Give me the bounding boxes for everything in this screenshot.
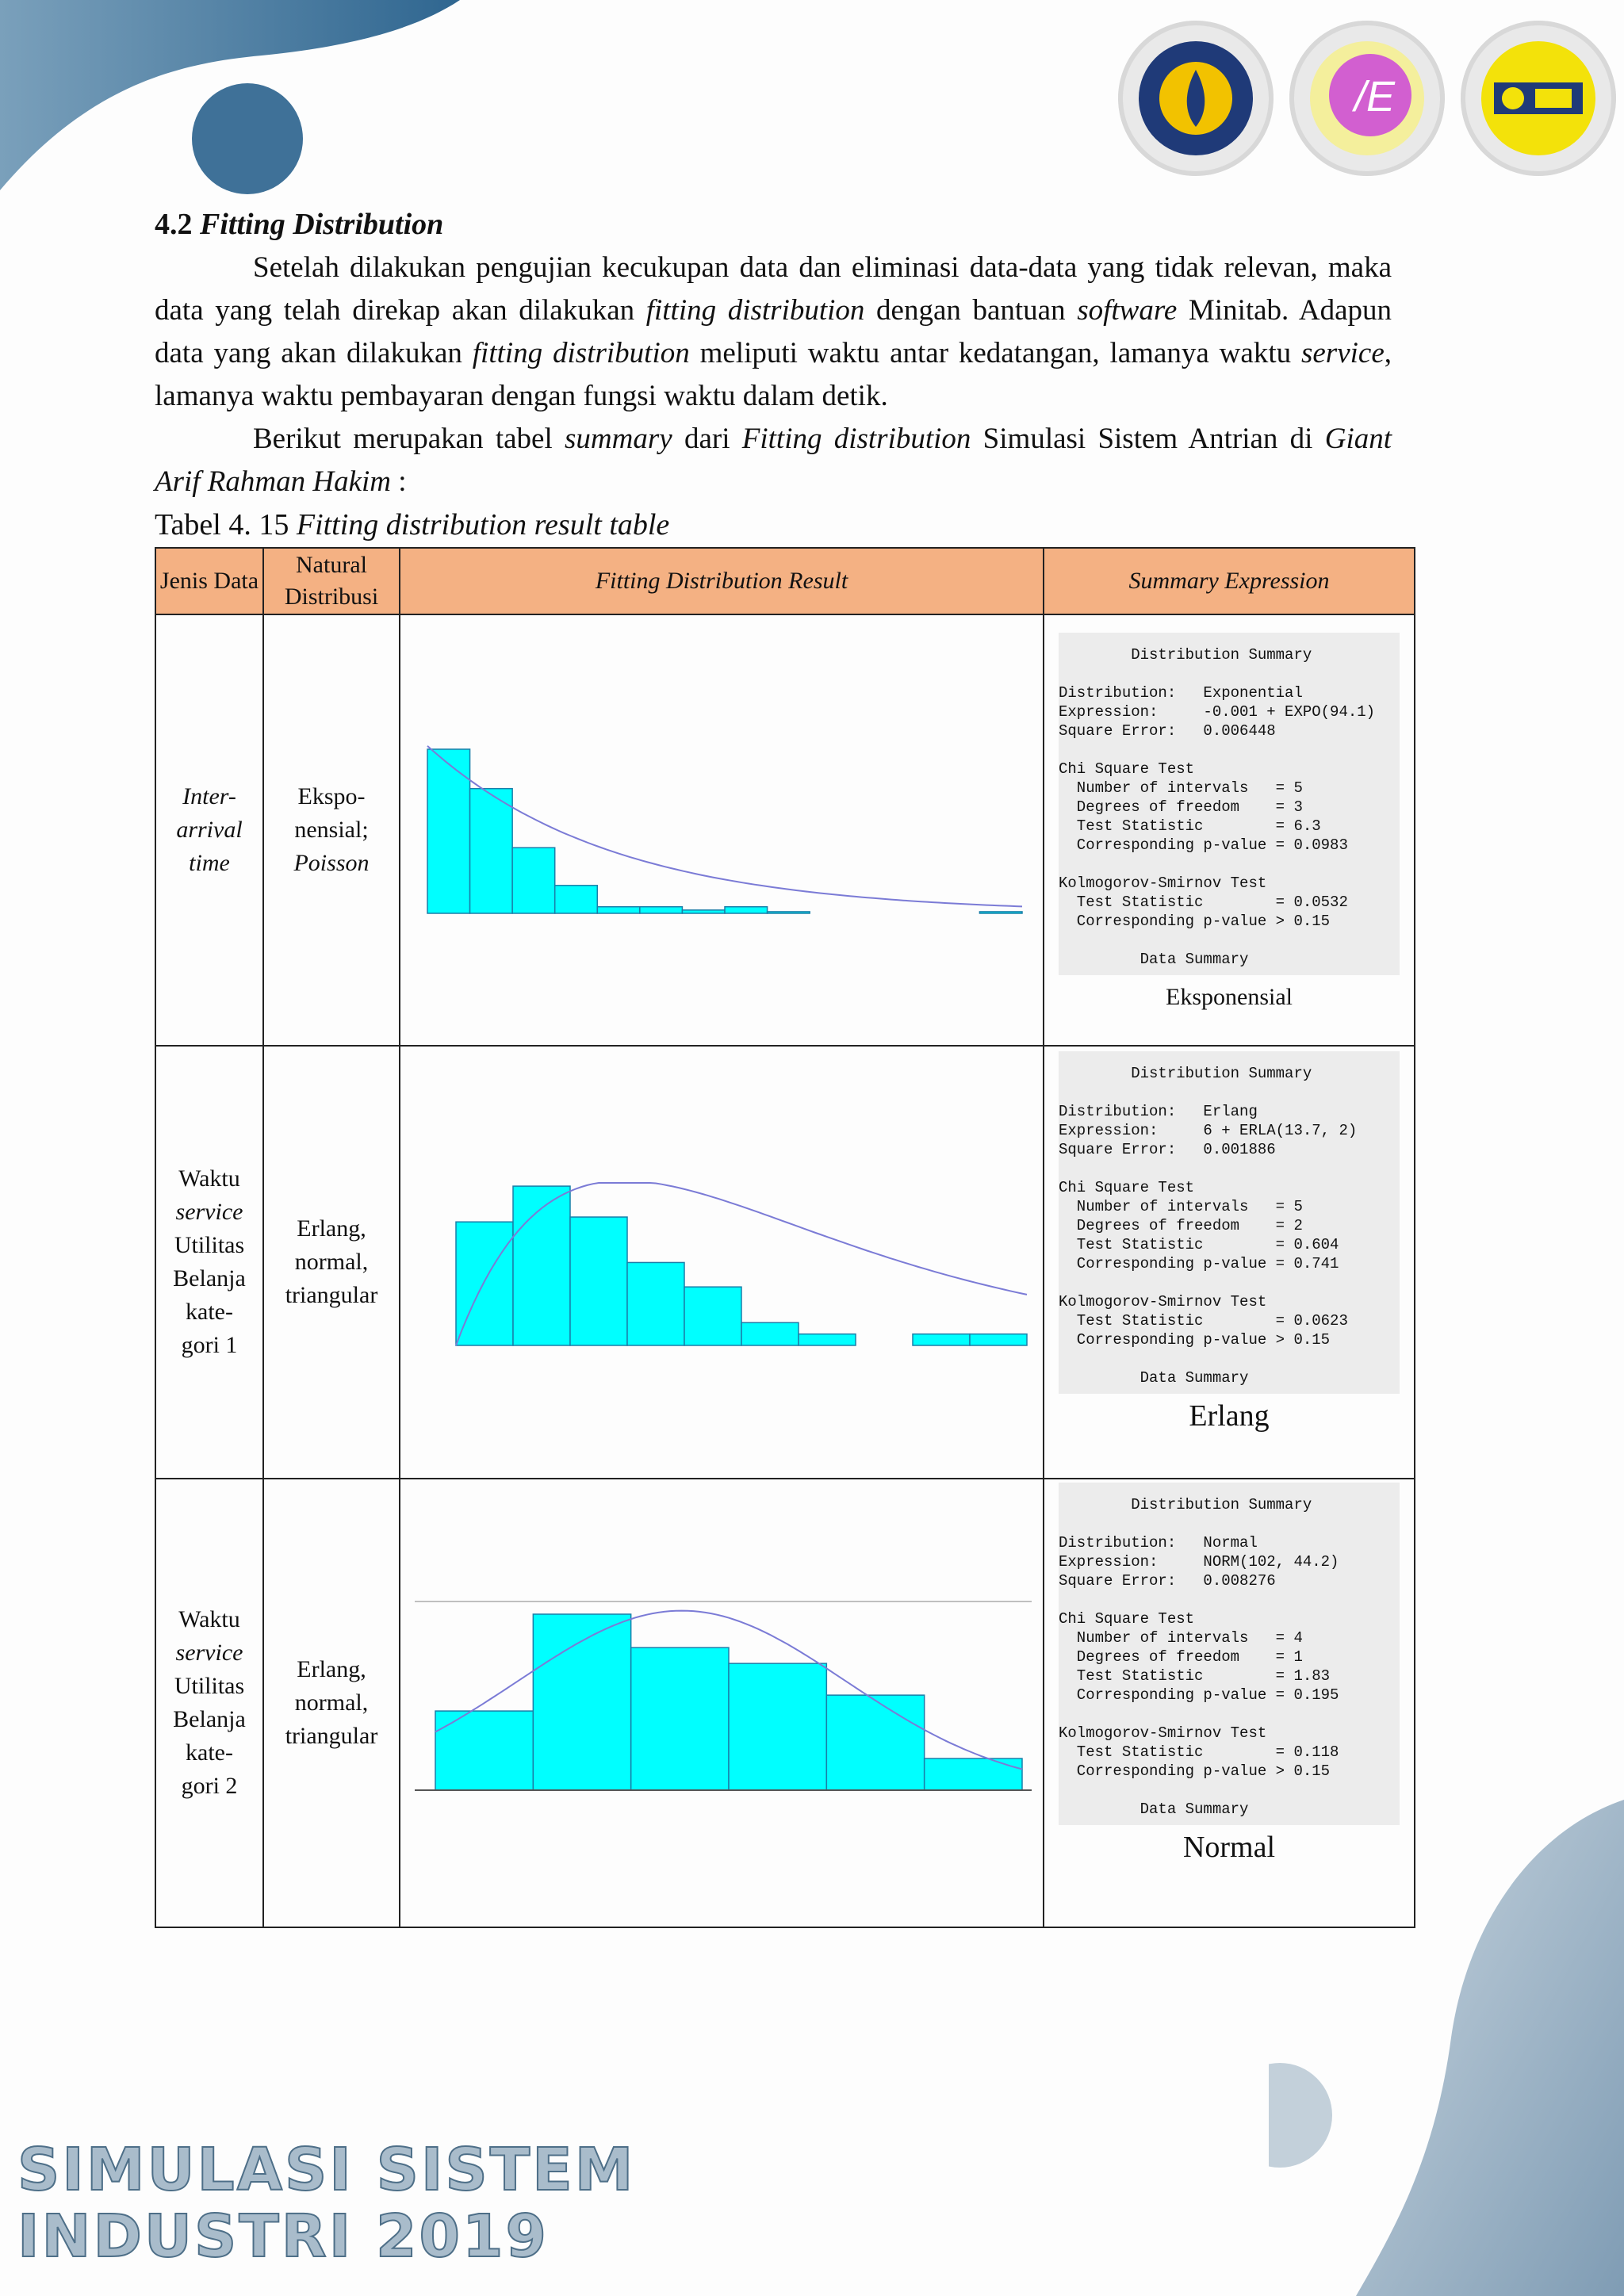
summary-line [1059, 1705, 1400, 1724]
histogram-bar [570, 1217, 627, 1345]
histogram-bar [631, 1647, 729, 1790]
histogram-cell [400, 614, 1044, 1046]
summary-line: Chi Square Test [1059, 1179, 1195, 1196]
inter-arrival-histogram [400, 616, 1044, 1044]
header-natural-distribusi: Natural Distribusi [263, 548, 400, 614]
summary-line: Number of intervals = 5 [1059, 779, 1303, 797]
jenis-data-cell: Waktu service Utilitas Belanja kate- gori 2 [155, 1479, 263, 1927]
summary-cell [1044, 614, 1415, 1046]
table-row [155, 1479, 1415, 1927]
summary-line [1059, 664, 1400, 683]
summary-line: Number of intervals = 4 [1059, 1629, 1303, 1647]
summary-line: Chi Square Test [1059, 1610, 1195, 1628]
histogram-bar [925, 1758, 1022, 1790]
histogram-bar [456, 1222, 513, 1345]
header-fitting-result: Fitting Distribution Result [400, 548, 1044, 614]
ie-logo [1289, 21, 1445, 176]
footer-line-2: INDUSTRI 2019 [17, 2202, 549, 2271]
summary-line: Square Error: 0.006448 [1059, 722, 1276, 740]
summary-line: Chi Square Test [1059, 760, 1195, 778]
histogram-bar [513, 1186, 570, 1345]
distribution-summary-box [1059, 633, 1400, 975]
summary-line: Degrees of freedom = 2 [1059, 1217, 1303, 1234]
distribution-summary-box [1059, 1051, 1400, 1394]
summary-line [1059, 1273, 1400, 1292]
histogram-bar [470, 789, 513, 913]
fitting-distribution-table [155, 547, 1415, 1928]
histogram-bar [913, 1334, 970, 1345]
summary-line: Corresponding p-value > 0.15 [1059, 913, 1331, 930]
its-logo [1118, 21, 1274, 176]
summary-line: Degrees of freedom = 3 [1059, 798, 1303, 816]
summary-line: Number of intervals = 5 [1059, 1198, 1303, 1215]
table-caption: Tabel 4. 15 Fitting distribution result table [155, 508, 670, 541]
summary-line [1059, 1159, 1400, 1178]
histogram-bar [627, 1262, 684, 1345]
summary-line: Square Error: 0.008276 [1059, 1572, 1276, 1590]
result-distribution-name: Normal [1182, 1831, 1276, 1864]
summary-line: Corresponding p-value > 0.15 [1059, 1331, 1331, 1349]
summary-line [1059, 855, 1400, 874]
histogram-bar [729, 1663, 826, 1790]
summary-line: Data Summary [1059, 951, 1249, 968]
paragraph-intro: Setelah dilakukan pengujian kecukupan data dan eliminasi data-data yang tidak relevan, maka data yang telah direkap akan dilakukan fitting distribution dengan bantuan software Minitab. Adapun data yang akan dilakukan fitting distribution meliputi waktu antar kedatangan, lamanya waktu service, lamanya waktu pembayaran dengan fungsi waktu dalam detik. [155, 251, 1392, 412]
summary-line [1059, 1514, 1400, 1533]
histogram-bar [555, 886, 598, 913]
summary-line: Corresponding p-value = 0.741 [1059, 1255, 1339, 1272]
service-kategori-2-histogram [400, 1481, 1044, 1925]
header-summary-expression: Summary Expression [1044, 548, 1415, 614]
histogram-bar [435, 1711, 533, 1790]
natural-distribusi-cell: Erlang, normal, triangular [263, 1046, 400, 1479]
summary-line: Test Statistic = 6.3 [1059, 817, 1321, 835]
summary-line [1059, 1083, 1400, 1102]
summary-line: Corresponding p-value > 0.15 [1059, 1762, 1331, 1780]
footer-title [17, 2137, 635, 2270]
histogram-bar [512, 848, 555, 913]
histogram-bar [682, 910, 725, 913]
document-body [155, 202, 1392, 546]
summary-line: Distribution: Normal [1059, 1534, 1258, 1552]
summary-line: Distribution Summary [1059, 1065, 1312, 1082]
jenis-data-cell: Waktu service Utilitas Belanja kate- gori 1 [155, 1046, 263, 1479]
summary-line: Kolmogorov-Smirnov Test [1059, 874, 1267, 892]
fti-logo [1461, 21, 1616, 176]
natural-distribusi-cell: Ekspo- nensial; Poisson [263, 614, 400, 1046]
summary-line [1059, 931, 1400, 950]
paragraph-table-intro: Berikut merupakan tabel summary dari Fitting distribution Simulasi Sistem Antrian di Giant Arif Rahman Hakim : [155, 423, 1392, 498]
result-distribution-name: Eksponensial [1166, 984, 1293, 1010]
histogram-bar [970, 1334, 1027, 1345]
summary-line: Data Summary [1059, 1800, 1249, 1818]
summary-line: Expression: NORM(102, 44.2) [1059, 1553, 1339, 1571]
summary-line: Test Statistic = 0.0623 [1059, 1312, 1348, 1330]
summary-line [1059, 740, 1400, 760]
top-left-wave-decoration [0, 0, 476, 206]
histogram-bar [799, 1334, 856, 1345]
footer-line-1: SIMULASI SISTEM [17, 2136, 636, 2204]
summary-cell [1044, 1046, 1415, 1479]
table-row [155, 1046, 1415, 1479]
section-heading: 4.2 Fitting Distribution [155, 208, 444, 241]
service-kategori-1-histogram [400, 1048, 1044, 1476]
svg-text:/E: /E [1354, 73, 1396, 121]
summary-line [1059, 1349, 1400, 1368]
summary-line: Test Statistic = 0.0532 [1059, 894, 1348, 911]
distribution-summary-box [1059, 1483, 1400, 1825]
histogram-bar [684, 1287, 741, 1345]
natural-distribusi-cell: Erlang, normal, triangular [263, 1479, 400, 1927]
histogram-bar [741, 1322, 799, 1345]
summary-line: Square Error: 0.001886 [1059, 1141, 1276, 1158]
summary-line: Kolmogorov-Smirnov Test [1059, 1724, 1267, 1742]
summary-line: Corresponding p-value = 0.0983 [1059, 836, 1348, 854]
histogram-bar [427, 749, 470, 913]
summary-line: Corresponding p-value = 0.195 [1059, 1686, 1339, 1704]
summary-line: Kolmogorov-Smirnov Test [1059, 1293, 1267, 1311]
summary-cell [1044, 1479, 1415, 1927]
histogram-bar [597, 907, 640, 913]
histogram-bar [768, 912, 810, 913]
summary-line: Test Statistic = 0.604 [1059, 1236, 1339, 1253]
header-jenis-data: Jenis Data [155, 548, 263, 614]
result-distribution-name: Erlang [1189, 1399, 1270, 1433]
summary-line: Expression: -0.001 + EXPO(94.1) [1059, 703, 1376, 721]
summary-line [1059, 1781, 1400, 1800]
summary-line: Distribution Summary [1059, 1496, 1312, 1513]
histogram-bar [979, 912, 1022, 913]
summary-line: Distribution: Exponential [1059, 684, 1303, 702]
summary-line: Data Summary [1059, 1369, 1249, 1387]
table-row [155, 614, 1415, 1046]
summary-line: Distribution: Erlang [1059, 1103, 1258, 1120]
histogram-bar [826, 1695, 924, 1790]
histogram-bar [640, 907, 683, 913]
jenis-data-cell: Inter- arrival time [155, 614, 263, 1046]
histogram-bar [725, 907, 768, 913]
summary-line: Expression: 6 + ERLA(13.7, 2) [1059, 1122, 1358, 1139]
histogram-cell [400, 1479, 1044, 1927]
summary-line: Test Statistic = 0.118 [1059, 1743, 1339, 1761]
summary-line [1059, 1590, 1400, 1609]
histogram-cell [400, 1046, 1044, 1479]
summary-line: Test Statistic = 1.83 [1059, 1667, 1331, 1685]
summary-line: Distribution Summary [1059, 646, 1312, 664]
summary-line: Degrees of freedom = 1 [1059, 1648, 1303, 1666]
